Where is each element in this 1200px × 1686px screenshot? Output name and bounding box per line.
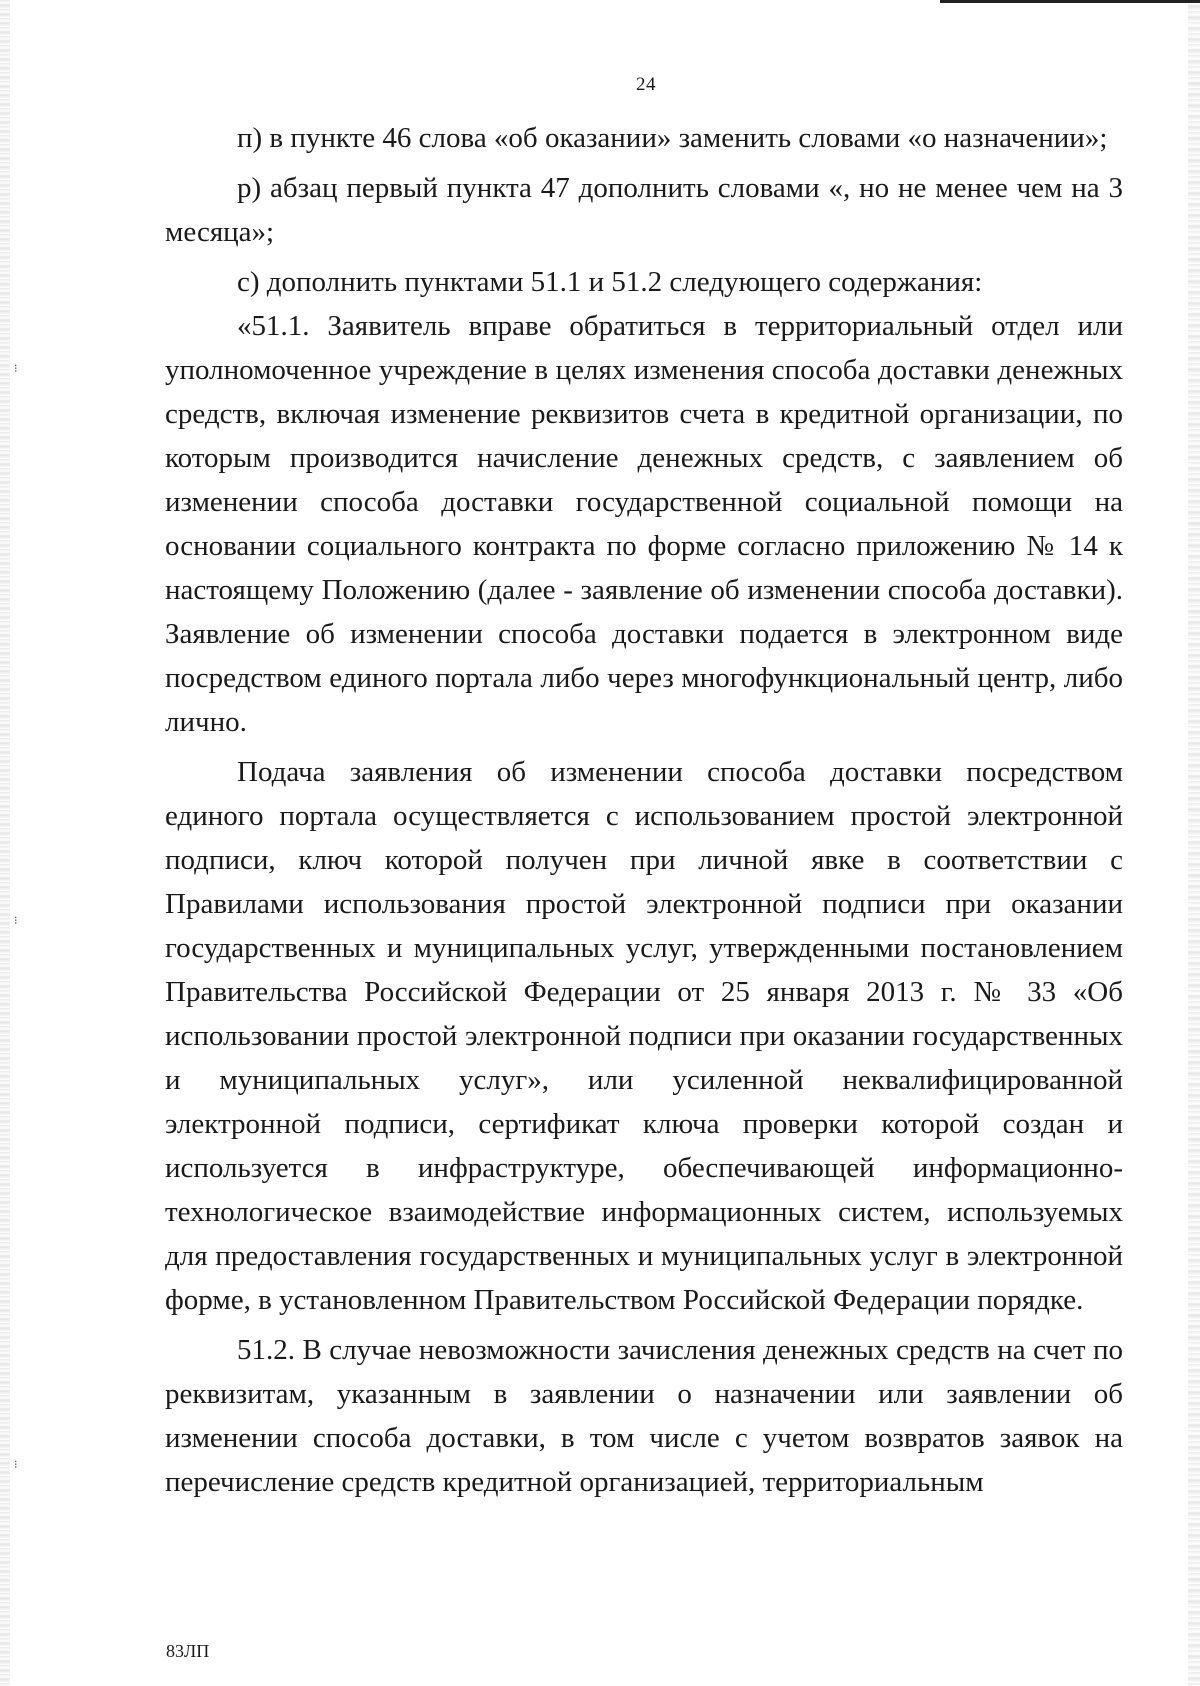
scan-edge-right — [1188, 0, 1200, 1686]
scan-edge-left — [0, 0, 10, 1686]
footer-document-code: 83ЛП — [166, 1641, 210, 1661]
paragraph-item-s: с) дополнить пунктами 51.1 и 51.2 следующего содержания: — [237, 266, 983, 298]
paragraph-51-2: 51.2. В случае невозможности зачисления денежных средств на счет по реквизитам, указанным в заявлении о назначении или заявлении об изменении способа доставки, в том числе с учетом возвратов заявок на перечисление средств кредитной организацией, территориальным — [165, 1334, 1123, 1498]
document-body — [165, 116, 1123, 1510]
paragraph-51-1: «51.1. Заявитель вправе обратиться в территориальный отдел или уполномоченное учреждение в целях изменения способа доставки денежных средств, включая изменение реквизитов счета в кредитной организации, по которым производится начисление денежных средств, с заявлением об изменении способа доставки государственной социальной помощи на основании социального контракта по форме согласно приложению № 14 к настоящему Положению (далее - заявление об изменении способа доставки). Заявление об изменении способа доставки подается в электронном виде посредством единого портала либо через многофункциональный центр, либо лично. — [165, 310, 1123, 738]
edge-speck: ⁝ — [14, 1459, 18, 1471]
edge-speck: ⁝ — [14, 915, 18, 927]
scan-top-rule — [940, 0, 1200, 3]
paragraph-item-r: р) абзац первый пункта 47 дополнить словами «, но не менее чем на 3 месяца»; — [165, 172, 1123, 248]
edge-speck: ⁝ — [14, 363, 18, 375]
paragraph-electronic-signature: Подача заявления об изменении способа доставки посредством единого портала осуществляется с использованием простой электронной подписи, ключ которой получен при личной явке в соответствии с Правилами использования простой электронной подписи при оказании государственных и муниципальных услуг, утвержденными постановлением Правительства Российской Федерации от 25 января 2013 г. № 33 «Об использовании простой электронной подписи при оказании государственных и муниципальных услуг», или усиленной неквалифицированной электронной подписи, сертификат ключа проверки которой создан и используется в инфраструктуре, обеспечивающей информационно-технологическое взаимодействие информационных систем, используемых для предоставления государственных и муниципальных услуг в электронной форме, в установленном Правительством Российской Федерации порядке. — [165, 756, 1123, 1316]
paragraph-item-p: п) в пункте 46 слова «об оказании» заменить словами «о назначении»; — [237, 122, 1108, 154]
page-number: 24 — [636, 74, 656, 95]
